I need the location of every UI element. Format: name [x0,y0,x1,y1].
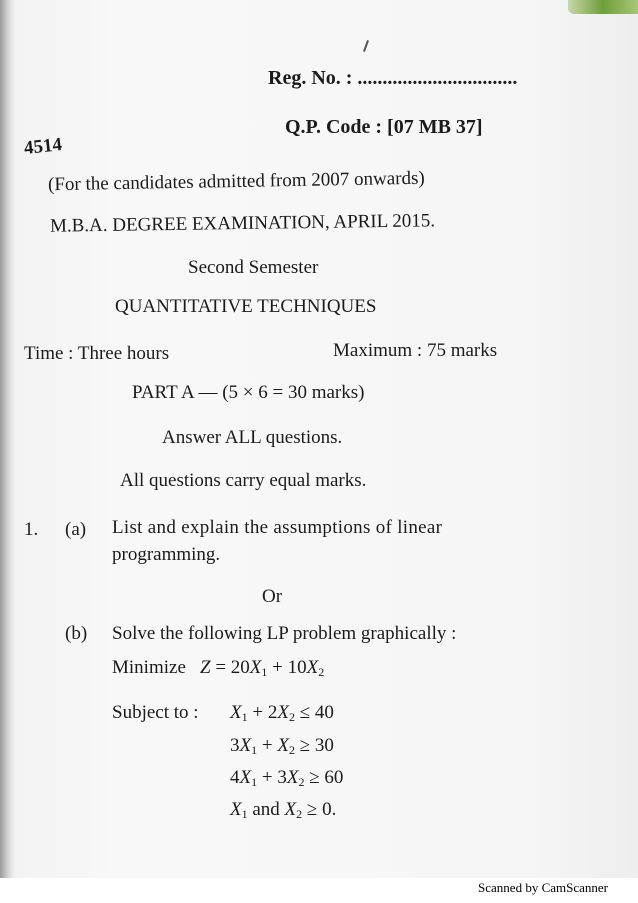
option-a-text-cont: programming. [112,544,221,565]
instruction-answer-all: Answer ALL questions. [162,427,343,448]
question-number: 1. [24,519,39,540]
objective-label: Minimize [112,657,186,678]
scanner-watermark: Scanned by CamScanner [478,880,608,895]
objective-function: $Z = 20X_1 + 10X_2$ [200,657,325,679]
page-binding-shadow [0,0,14,878]
option-a-text: List and explain the assumptions of linear [112,517,443,538]
qp-code: Q.P. Code : [07 MB 37] [285,116,483,138]
constraint-4: $X_1$ and $X_2 \ge 0$. [230,799,337,821]
background-corner [568,0,638,14]
subject-to-label: Subject to : [112,702,199,723]
exam-title: M.B.A. DEGREE EXAMINATION, APRIL 2015. [49,210,436,237]
part-heading: PART A — (5 × 6 = 30 marks) [132,382,365,403]
constraint-2: $3X_1 + X_2 \ge 30$ [230,735,334,757]
admitted-note: (For the candidates admitted from 2007 onwards) [47,167,425,196]
time-allowed: Time : Three hours [24,343,170,364]
option-b-label: (b) [65,623,88,644]
option-b-text: Solve the following LP problem graphically : [112,623,457,644]
option-a-label: (a) [65,519,87,540]
or-separator: Or [262,586,283,607]
instruction-equal-marks: All questions carry equal marks. [120,470,367,491]
semester: Second Semester [188,257,319,278]
reg-no: Reg. No. : ................................ [268,67,518,89]
subject-title: QUANTITATIVE TECHNIQUES [115,296,377,317]
constraint-1: $X_1 + 2X_2 \le 40$ [230,702,334,724]
max-marks: Maximum : 75 marks [333,340,498,361]
paper-number: 4514 [23,134,63,159]
constraint-3: $4X_1 + 3X_2 \ge 60$ [230,767,344,789]
